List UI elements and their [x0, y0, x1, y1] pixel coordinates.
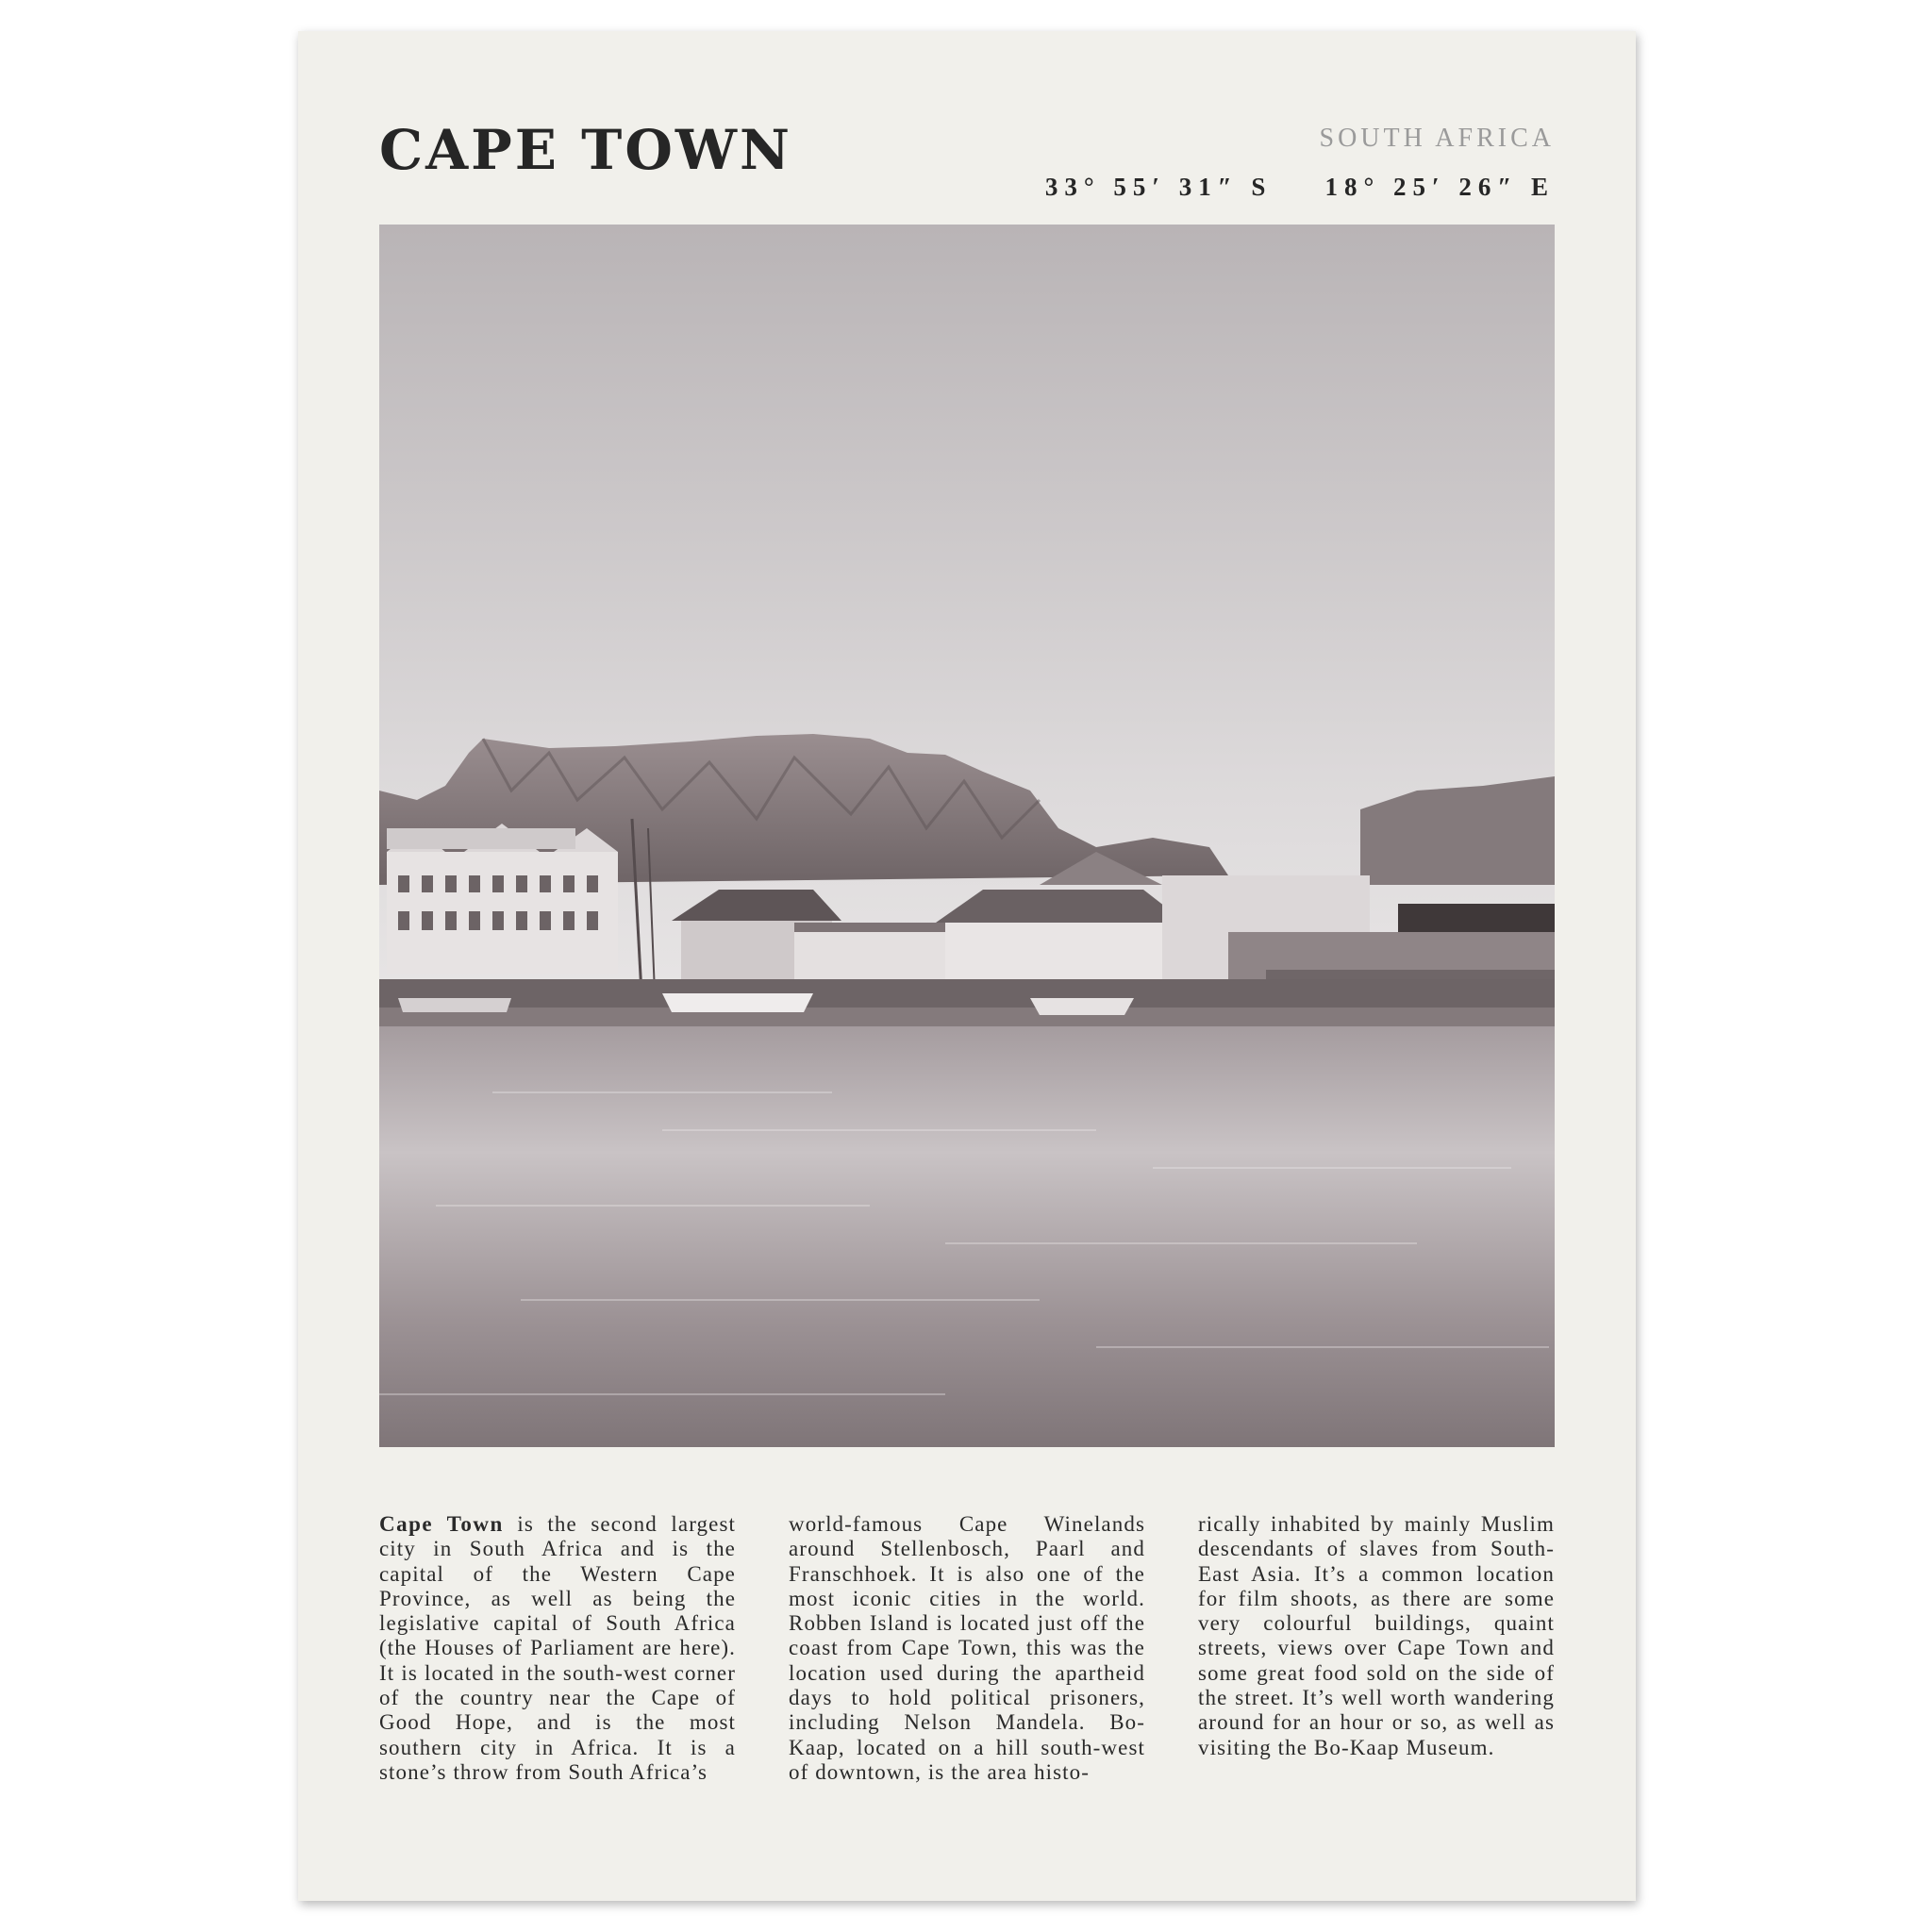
city-title: CAPE TOWN — [379, 118, 793, 182]
description-lead: Cape Town — [379, 1512, 504, 1536]
harbour-photo — [379, 225, 1555, 1447]
country-label: SOUTH AFRICA — [1319, 124, 1555, 153]
description-columns — [379, 1512, 1555, 1785]
longitude: 18° 25′ 26″ E — [1324, 173, 1555, 201]
description-column-2: world-famous Cape Winelands around Stellenbosch, Paarl and Franschhoek. It is also one of the most iconic cities in the world. Robben Island is located just off the coast from Cape Town, this was the location used during the apartheid days to hold political prisoners, including Nelson Mandela. Bo-Kaap, located on a hill south-west of downtown, is the area histo- — [789, 1512, 1145, 1784]
description-column-1-text: is the second largest city in South Africa and is the capital of the Western Cape Province, as well as being the legislative capital of South Africa (the Houses of Parliament are here). It is located in the south-west corner of the country near the Cape of Good Hope, and is the most southern city in Africa. It is a stone’s throw from South Africa’s — [379, 1512, 736, 1784]
description-column-1 — [379, 1512, 736, 1785]
poster — [298, 31, 1636, 1901]
description-column-3: rically inhabited by mainly Muslim descendants of slaves from South-East Asia. It’s a common location for film shoots, as there are some very colourful buildings, quaint streets, views over Cape Town and some great food sold on the side of the street. It’s well worth wandering around for an hour or so, as well as visiting the Bo-Kaap Museum. — [1198, 1512, 1555, 1759]
coordinates — [1045, 173, 1555, 202]
latitude: 33° 55′ 31″ S — [1044, 173, 1273, 201]
